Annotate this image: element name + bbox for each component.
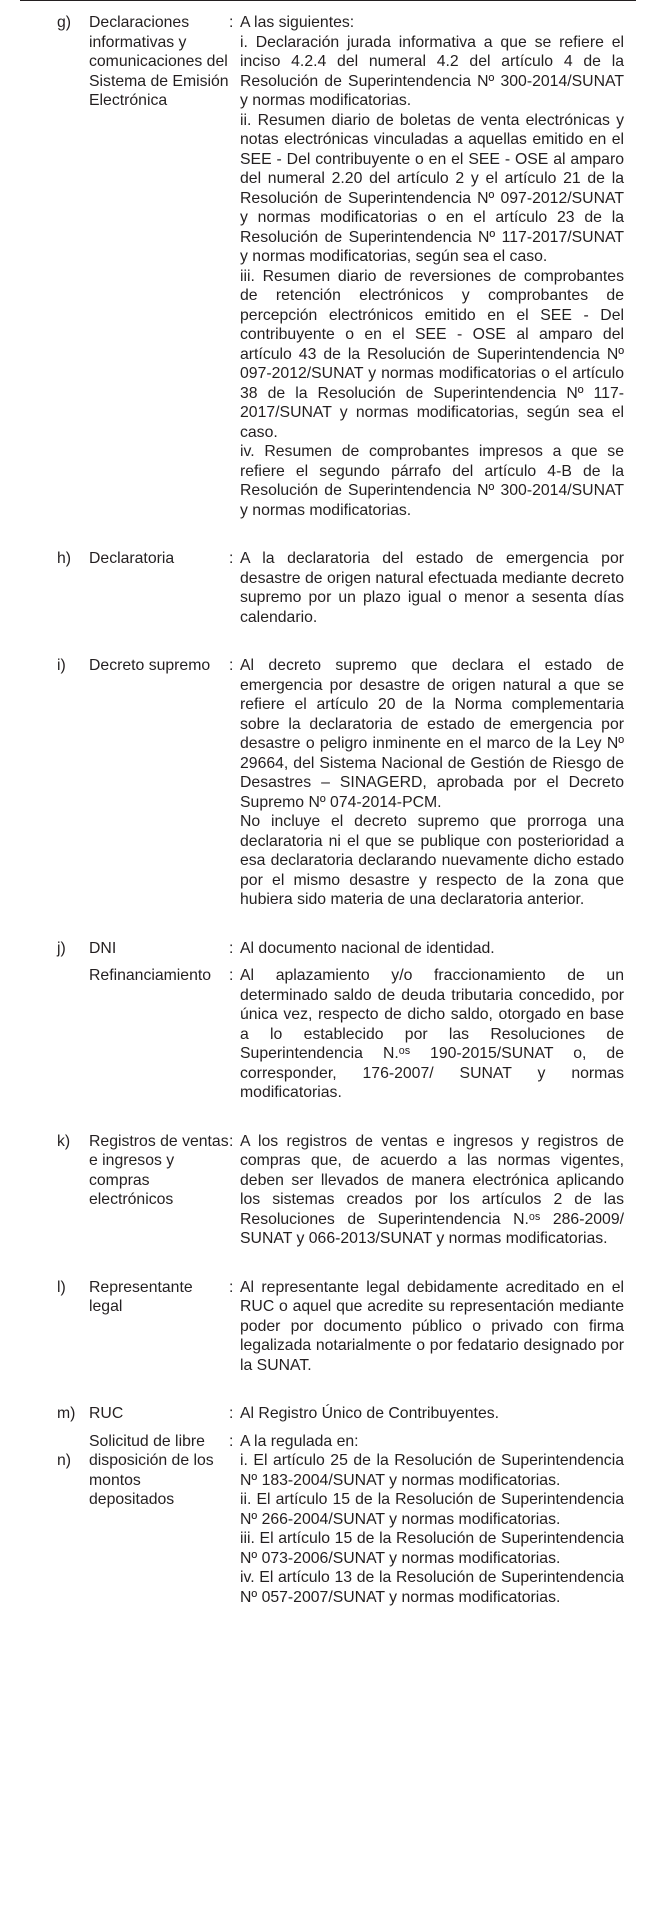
definition-k xyxy=(0,1132,648,1249)
colon: : xyxy=(229,1132,234,1150)
definition-m xyxy=(0,1404,648,1424)
definitions-list xyxy=(0,13,648,1607)
definition-term: Refinanciamiento xyxy=(89,967,212,984)
definition-body xyxy=(240,966,624,1103)
colon: : xyxy=(229,967,234,984)
paragraph: iv. El artículo 13 de la Resolución de Superintendencia Nº 057-2007/SUNAT y normas modificatorias. xyxy=(240,1569,624,1606)
definition-letter: m) xyxy=(57,1405,76,1422)
definition-h xyxy=(0,549,648,627)
definition-n xyxy=(0,1432,648,1608)
definition-letter: k) xyxy=(57,1132,71,1150)
paragraph: Al decreto supremo que declara el estado de emergencia por desastre de origen natural a que se refiere el artículo 20 de la Norma complementaria sobre la declaratoria de estado de emergencia por desastre o peligro inminente en el marco de la Ley Nº 29664, del Sistema Nacional de Gestión de Riesgo de Desastres – SINAGERD, aprobada por el Decreto Supremo Nº 074-2014-PCM. xyxy=(240,657,624,811)
colon: : xyxy=(229,14,234,31)
colon: : xyxy=(229,550,234,567)
paragraph: No incluye el decreto supremo que prorroga una declaratoria ni el que se publique con posterioridad a esa declaratoria declarando nuevamente dicho estado por el mismo desastre y respecto de la zona que hubiera sido materia de una declaratoria anterior. xyxy=(240,813,624,908)
paragraph: Al Registro Único de Contribuyentes. xyxy=(240,1405,500,1422)
definition-term: Representante legal xyxy=(89,1278,193,1315)
definition-refinanciamiento xyxy=(0,966,648,1103)
definition-letter: g) xyxy=(57,14,72,31)
paragraph: Al documento nacional de identidad. xyxy=(240,939,495,957)
definition-term: RUC xyxy=(89,1405,124,1422)
colon: : xyxy=(229,939,234,957)
definition-letter: h) xyxy=(57,550,72,567)
definition-body xyxy=(240,1132,624,1249)
definition-body xyxy=(240,939,624,959)
definition-body xyxy=(240,1404,624,1424)
definition-letter: n) xyxy=(57,1452,72,1469)
definition-letter: j) xyxy=(57,939,66,957)
definition-l xyxy=(0,1278,648,1376)
paragraph: ii. El artículo 15 de la Resolución de Superintendencia Nº 266-2004/SUNAT y normas modificatorias. xyxy=(240,1491,624,1528)
paragraph: i. Declaración jurada informativa a que se refiere el inciso 4.2.4 del numeral 4.2 del artículo 4 de la Resolución de Superintendencia Nº 300-2014/SUNAT y normas modificatorias. xyxy=(240,33,624,109)
definition-term: Registros de ventas e ingresos y compras electrónicos xyxy=(89,1132,229,1208)
definition-term: Solicitud de libre disposición de los montos depositados xyxy=(89,1432,214,1508)
paragraph: Al representante legal debidamente acreditado en el RUC o aquel que acredite su representación mediante poder por documento público o privado con firma legalizada notarialmente o por fedatario designado por la SUNAT. xyxy=(240,1278,624,1374)
paragraph: iii. El artículo 15 de la Resolución de Superintendencia Nº 073-2006/SUNAT y normas modificatorias. xyxy=(240,1530,624,1567)
paragraph: A la regulada en: xyxy=(240,1432,359,1450)
definition-letter: l) xyxy=(57,1278,66,1296)
paragraph: A las siguientes: xyxy=(240,14,355,31)
definition-body xyxy=(240,549,624,627)
definition-j xyxy=(0,939,648,959)
definition-i xyxy=(0,656,648,910)
definition-letter: i) xyxy=(57,657,66,674)
top-rule xyxy=(20,0,636,1)
definition-body xyxy=(240,1278,624,1376)
definition-term: Declaratoria xyxy=(89,550,175,567)
paragraph: iii. Resumen diario de reversiones de comprobantes de retención electrónicos y comprobantes de percepción electrónicos emitido en el SEE - Del contribuyente o en el SEE - OSE al amparo del artículo 43 de la Resolución de Superintendencia Nº 097-2012/SUNAT y normas modificatorias o el artículo 38 de la Resolución de Superintendencia Nº 117-2017/SUNAT y normas modificatorias, según sea el caso. xyxy=(240,267,624,441)
colon: : xyxy=(229,1432,234,1450)
paragraph: ii. Resumen diario de boletas de venta electrónicas y notas electrónicas vinculadas a aquellas emitido en el SEE - Del contribuyente o en el SEE - OSE al amparo del numeral 2.20 del artículo 2 y el artículo 21 de la Resolución de Superintendencia Nº 097-2012/SUNAT y normas modificatorias o en el artículo 23 de la Resolución de Superintendencia Nº 117-2017/SUNAT y normas modificatorias, según sea el caso. xyxy=(240,111,624,265)
definition-body xyxy=(240,656,624,910)
paragraph: Al aplazamiento y/o fraccionamiento de un determinado saldo de deuda tributaria concedido, por única vez, respecto de dicho saldo, otorgado en base a lo establecido por las Resoluciones de Superintendencia N.ᵒˢ 190-2015/SUNAT o, de corresponder, 176-2007/ SUNAT y normas modificatorias. xyxy=(240,967,624,1101)
definition-body xyxy=(240,1432,624,1608)
paragraph: A los registros de ventas e ingresos y registros de compras que, de acuerdo a las normas vigentes, deben ser llevados de manera electrónica aplicando los sistemas creados por los artículos 2 de las Resoluciones de Superintendencia N.ᵒˢ 286-2009/ SUNAT y 066-2013/SUNAT y normas modificatorias. xyxy=(240,1132,624,1247)
definition-letter xyxy=(0,966,89,1103)
paragraph: iv. Resumen de comprobantes impresos a que se refiere el segundo párrafo del artículo 4-B de la Resolución de Superintendencia Nº 300-2014/SUNAT y normas modificatorias. xyxy=(240,443,624,519)
definition-body xyxy=(240,13,624,520)
paragraph: i. El artículo 25 de la Resolución de Superintendencia Nº 183-2004/SUNAT y normas modificatorias. xyxy=(240,1452,624,1489)
colon: : xyxy=(229,1278,234,1296)
paragraph: A la declaratoria del estado de emergencia por desastre de origen natural efectuada mediante decreto supremo por un plazo igual o menor a sesenta días calendario. xyxy=(240,550,624,626)
definition-term: Decreto supremo xyxy=(89,657,211,674)
colon: : xyxy=(229,657,234,674)
definition-term: Declaraciones informativas y comunicaciones del Sistema de Emisión Electrónica xyxy=(89,14,229,109)
colon: : xyxy=(229,1405,234,1422)
definition-term: DNI xyxy=(89,939,117,957)
definition-g xyxy=(0,13,648,520)
